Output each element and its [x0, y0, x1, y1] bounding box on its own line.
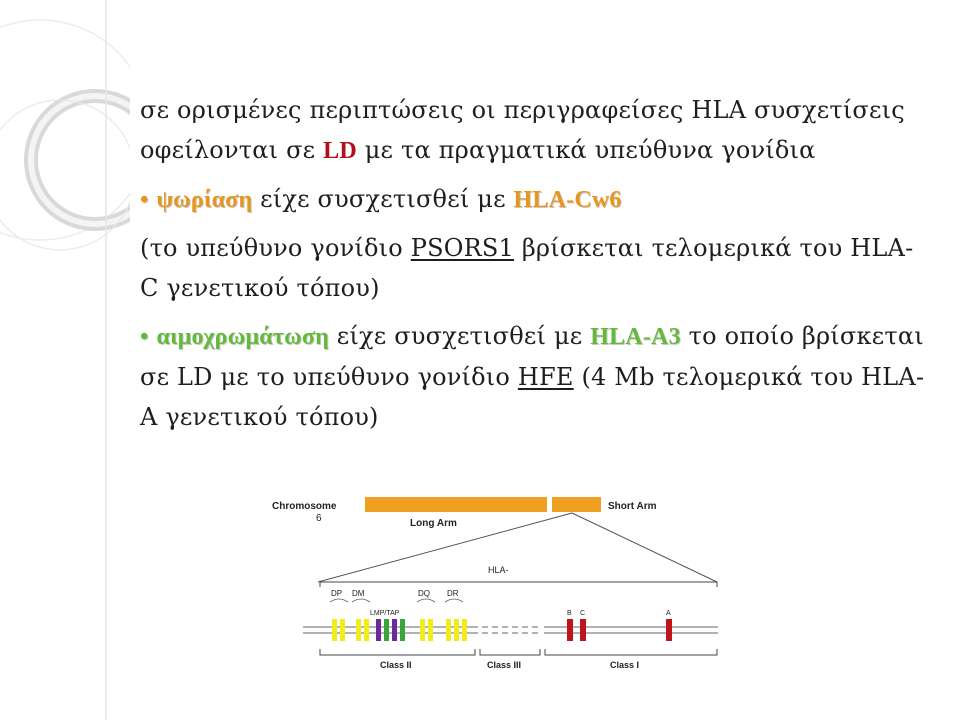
p4-text-c: (4 Mb τελομερικά του HLA-A γενετικού τόπου) — [140, 363, 925, 431]
gene-green — [384, 619, 389, 641]
gene-hla-c — [580, 619, 586, 641]
gene-hla-a — [666, 619, 672, 641]
hfe-gene: HFE — [517, 363, 574, 391]
dq-label: DQ — [418, 589, 430, 598]
a-label: A — [666, 610, 671, 617]
p1-text-b: με τα πραγματικά υπεύθυνα γονίδια — [356, 136, 816, 164]
gene-purple — [392, 619, 397, 641]
chromosome-number: 6 — [316, 513, 322, 524]
gene-yellow — [364, 619, 369, 641]
dm-brace — [352, 599, 370, 602]
gene-yellow — [420, 619, 425, 641]
c-label: C — [580, 610, 586, 617]
gene-green — [400, 619, 405, 641]
gene-yellow — [446, 619, 451, 641]
p3-text-b: βρίσκεται τελομερικά του HLA-C γενετικού τόπου) — [140, 234, 914, 302]
dm-label: DM — [352, 589, 365, 598]
hla-a3: HLA-A3 — [590, 324, 681, 350]
dr-brace — [445, 599, 463, 602]
p2-text-mid: είχε συσχετισθεί με — [252, 185, 514, 213]
gene-yellow — [356, 619, 361, 641]
long-arm-bar — [365, 497, 547, 512]
gene-yellow — [462, 619, 467, 641]
gene-hla-b — [567, 619, 573, 641]
bullet: • — [140, 187, 149, 213]
class2-bracket — [320, 649, 475, 655]
class3-bracket — [480, 649, 540, 655]
dq-brace — [417, 599, 435, 602]
ld-term: LD — [323, 138, 357, 164]
psors1-gene: PSORS1 — [410, 234, 514, 262]
class3-label: Class III — [487, 660, 522, 670]
hla-label: HLA- — [488, 565, 509, 575]
gene-yellow — [332, 619, 337, 641]
gene-purple — [376, 619, 381, 641]
hla-cw6: HLA-Cw6 — [513, 187, 622, 213]
class1-bracket — [545, 649, 717, 655]
bullet: • — [140, 324, 149, 350]
zoom-line-right — [572, 513, 717, 582]
p3-text-a: (το υπεύθυνο γονίδιο — [140, 234, 411, 262]
class1-label: Class I — [610, 660, 640, 670]
dp-brace — [330, 599, 348, 602]
p1-text-a: σε ορισμένες περιπτώσεις οι περιγραφείσες HLA συσχετίσεις οφείλονται σε — [140, 96, 905, 164]
psoriasis-term: ψωρίαση — [156, 187, 253, 213]
short-arm-bar — [552, 497, 601, 512]
hemochromatosis-term: αιμοχρωμάτωση — [156, 324, 329, 350]
lmp-tap-label: LMP/TAP — [370, 610, 400, 617]
gene-yellow — [428, 619, 433, 641]
hla-bracket — [320, 582, 717, 587]
p4-text-mid: είχε συσχετισθεί με — [328, 322, 591, 350]
chromosome-label: Chromosome — [272, 501, 337, 512]
class2-label: Class II — [380, 660, 412, 670]
b-label: B — [567, 610, 572, 617]
p4-text-b: το οποίο βρίσκεται σε LD με το υπεύθυνο γονίδιο — [140, 322, 924, 391]
dr-label: DR — [447, 589, 459, 598]
dp-label: DP — [331, 589, 343, 598]
gene-yellow — [340, 619, 345, 641]
gene-yellow — [454, 619, 459, 641]
short-arm-label: Short Arm — [608, 501, 657, 512]
long-arm-label: Long Arm — [410, 518, 457, 529]
